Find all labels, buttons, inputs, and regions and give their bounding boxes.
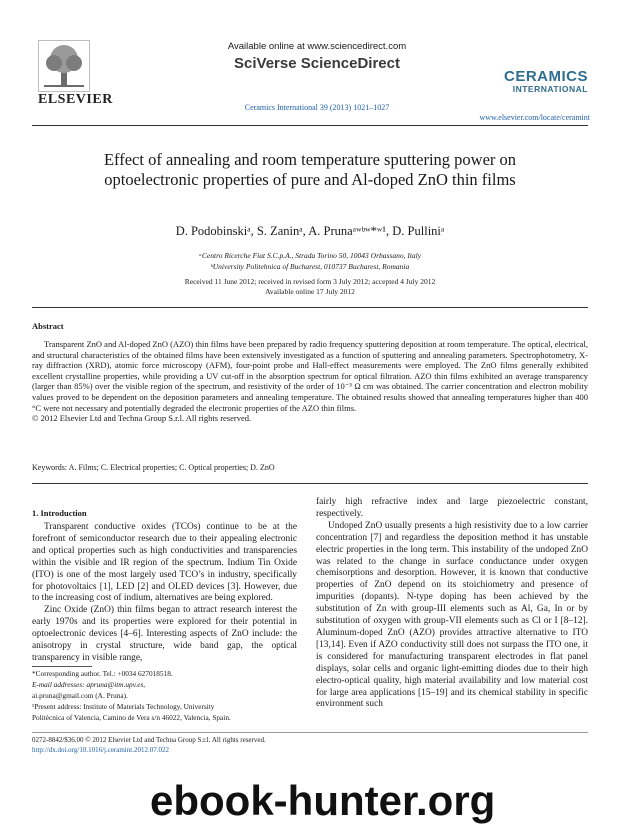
footnote-present-2: Politècnica of Valencia, Camino de Vera s/n 46022, Valencia, Spain. [32, 713, 231, 722]
elsevier-tree-logo [38, 40, 90, 92]
abstract-top-rule [32, 307, 588, 308]
footnote-rule [32, 666, 92, 667]
watermark-text: ebook-hunter.org [150, 777, 496, 824]
available-online-date: Available online 17 July 2012 [265, 287, 355, 296]
issn-copyright: 0272-8842/$36.00 © 2012 Elsevier Ltd and Techna Group S.r.l. All rights reserved. [32, 736, 266, 744]
left-column [32, 522, 297, 665]
right-paragraph-0: fairly high refractive index and large piezoelectric constant, respectively. [316, 497, 588, 519]
footnote-present-1: ¹Present address: Institute of Materials Technology, University [32, 702, 215, 711]
affiliation-b: ᵇUniversity Politehnica of Bucharest, 010737 Bucharest, Romania [210, 262, 410, 271]
journal-logo-line1: CERAMICS [503, 68, 588, 85]
copyright-notice: © 2012 Elsevier Ltd and Techna Group S.r.l. All rights reserved. [32, 413, 252, 424]
left-paragraph-1: Transparent conductive oxides (TCOs) continue to be at the forefront of semiconductor research due to their appealing electronic and optical properties such as high conductivities and transparencies within the visible and IR region of the spectrum. Indium Tin Oxide (ITO) is one of the most largely used TCO’s in industry, specifically for photovoltaics [1], LED [2] and OLED devices [3]. However, due to the increasing cost of indium, alternatives are being explored. [32, 522, 297, 604]
article-title: Effect of annealing and room temperature sputtering power on optoelectronic properties of pure and Al-doped ZnO thin films [103, 150, 517, 189]
doi-link[interactable]: http://dx.doi.org/10.1016/j.ceramint.2012.07.022 [32, 746, 169, 754]
abstract-bottom-rule [32, 483, 588, 484]
abstract-text [32, 339, 588, 424]
section-heading: 1. Introduction [32, 508, 87, 518]
abstract-heading: Abstract [32, 321, 64, 331]
header-rule [32, 125, 588, 126]
footnote-emails-1: E-mail addresses: apruna@itm.upv.es, [32, 680, 146, 689]
keywords: Keywords: A. Films; C. Electrical properties; C. Optical properties; D. ZnO [32, 463, 275, 472]
platform-logo-text: SciVerse ScienceDirect [234, 55, 400, 72]
author-list: D. Podobinskiᵃ, S. Zaninᵃ, A. Prunaᵃʷᵇʷ*ʷ¹, D. Pulliniᵃ [175, 224, 445, 238]
footnote-emails-2: ai.pruna@gmail.com (A. Pruna). [32, 691, 128, 700]
bottom-rule [32, 732, 588, 733]
journal-reference-link[interactable]: Ceramics International 39 (2013) 1021–1027 [244, 103, 390, 112]
received-dates: Received 11 June 2012; received in revised form 3 July 2012; accepted 4 July 2012 [184, 277, 436, 286]
available-online-link[interactable]: Available online at www.sciencedirect.com [227, 41, 407, 52]
right-paragraph-1: Undoped ZnO usually presents a high resistivity due to a low carrier concentration [7] and regardless the deposition method it has unstable electric properties in the long term. This instability of the undoped ZnO was related to the change in surface conductance under oxygen chemisorptions and desorption. However, it is known that conductive properties of ZnO depend on its stoichiometry and presence of impurities (dopants). N-type doping has been achieved by the substitution of Zn with group-III elements such as Al, Ga, In or by substitution of oxygen with group-VII elements such as Cl or I [8–12]. Aluminum-doped ZnO (AZO) provides attractive alternative to ITO [13,14]. Even if AZO conductivity still does not surpass the ITO one, it is considered for manufacturing transparent electrodes in flat panel displays, solar cells and organic light-emitting diodes due to their high electro-optical quality, high material availability and low material cost for large area applications [15–19] and its chemical stability in specific environment such [316, 520, 588, 710]
left-paragraph-2: Zinc Oxide (ZnO) thin films began to attract research interest the early 1970s and its properties were explored for their potential in optoelectronic devices [4–6]. Interesting aspects of ZnO include: the anisotropy in crystal structure, wide band gap, the optical transparency in visible range, [32, 605, 297, 663]
footnote-corresponding: *Corresponding author. Tel.: +0034 627018518. [32, 669, 173, 678]
abstract-body: Transparent ZnO and Al-doped ZnO (AZO) thin films have been prepared by radio frequency sputtering deposition at room temperature. The optical, electrical, and structural characteristics of the obtained films have been extensively investigated as a function of sputtering and annealing parameters. Spectrophotometry, X-ray diffraction (XRD), atomic force microscopy (AFM), four-point probe and Hall-effect measurements were employed. The ZnO films generally exhibited excellent crystalline properties, while providing a UV cut-off in the absorption spectrum for optical filtration. AZO thin films exhibited an average transparency (larger than 85%) over the visible region of the spectrum, and resistivity of the order of 10⁻³ Ω cm was obtained. The carrier concentration and electron mobility values proved to be dependent on the deposition parameters and annealing temperature. The obtained results showed that annealing temperatures higher than 400 °C were not necessary and potentially degraded the electronic properties of the AZO thin films. [32, 339, 588, 413]
journal-homepage-link[interactable]: www.elsevier.com/locate/ceramint [479, 113, 590, 122]
publisher-name: ELSEVIER [38, 92, 113, 107]
journal-logo-line2: INTERNATIONAL [512, 84, 588, 94]
right-column [316, 497, 588, 711]
affiliation-a: ᵃCentro Ricerche Fiat S.C.p.A., Strada Torino 50, 10043 Orbassano, Italy [198, 251, 422, 260]
